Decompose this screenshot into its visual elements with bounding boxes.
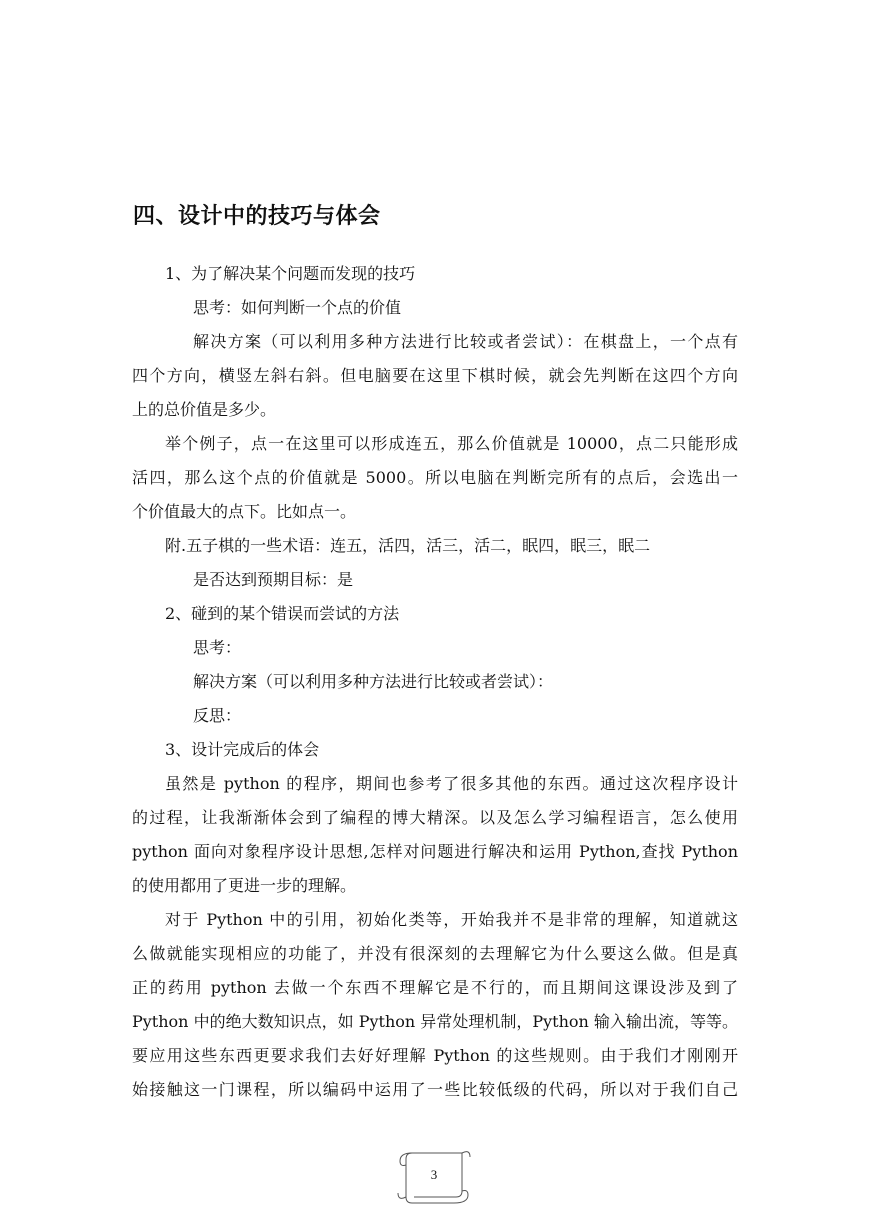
thinking-label-2: 思考： — [193, 638, 242, 657]
page-number: 3 — [430, 1167, 438, 1182]
subsection-3-title: 3、设计完成后的体会 — [165, 740, 320, 759]
body-line: 虽然是 python 的程序，期间也参考了很多其他的东西。通过这次程序设计 — [165, 774, 738, 793]
body-line: 要应用这些东西更要求我们去好好理解 Python 的这些规则。由于我们才刚刚开 — [132, 1046, 738, 1065]
body-line: 活四，那么这个点的价值就是 5000。所以电脑在判断完所有的点后，会选出一 — [132, 468, 738, 487]
section-heading: 四、设计中的技巧与体会 — [133, 204, 381, 229]
thinking-label-1: 思考：如何判断一个点的价值 — [193, 298, 402, 317]
reflection-label: 反思： — [193, 706, 242, 725]
body-line: 上的总价值是多少。 — [132, 400, 277, 419]
body-line: 始接触这一门课程，所以编码中运用了一些比较低级的代码，所以对于我们自己 — [132, 1080, 738, 1099]
example-line: 举个例子，点一在这里可以形成连五，那么价值就是 10000，点二只能形成 — [165, 434, 738, 453]
body-line: Python 中的绝大数知识点，如 Python 异常处理机制，Python 输入输出流，等等。 — [132, 1012, 738, 1031]
subsection-2-title: 2、碰到的某个错误而尝试的方法 — [165, 604, 400, 623]
page-number-scroll — [392, 1143, 476, 1207]
body-line: 的过程，让我渐渐体会到了编程的博大精深。以及怎么学习编程语言，怎么使用 — [132, 808, 738, 827]
body-line: python 面向对象程序设计思想,怎样对问题进行解决和运用 Python,查找 Python — [132, 842, 738, 861]
solution-label-2: 解决方案（可以利用多种方法进行比较或者尝试）： — [193, 672, 554, 691]
body-line: 的使用都用了更进一步的理解。 — [132, 876, 357, 895]
body-line: 么做就能实现相应的功能了，并没有很深刻的去理解它为什么要这么做。但是真 — [132, 944, 738, 963]
body-line: 个价值最大的点下。比如点一。 — [132, 502, 357, 521]
body-line: 四个方向，横竖左斜右斜。但电脑要在这里下棋时候，就会先判断在这四个方向 — [132, 366, 738, 385]
appendix-line: 附.五子棋的一些术语：连五，活四，活三，活二，眠四，眠三，眠二 — [165, 536, 651, 555]
body-line: 正的药用 python 去做一个东西不理解它是不行的，而且期间这课设涉及到了 — [132, 978, 738, 997]
solution-line-1: 解决方案（可以利用多种方法进行比较或者尝试）：在棋盘上，一个点有 — [193, 332, 738, 351]
subsection-1-title: 1、为了解决某个问题而发现的技巧 — [165, 264, 416, 283]
goal-line: 是否达到预期目标：是 — [193, 570, 354, 589]
body-line: 对于 Python 中的引用，初始化类等，开始我并不是非常的理解，知道就这 — [165, 910, 738, 929]
